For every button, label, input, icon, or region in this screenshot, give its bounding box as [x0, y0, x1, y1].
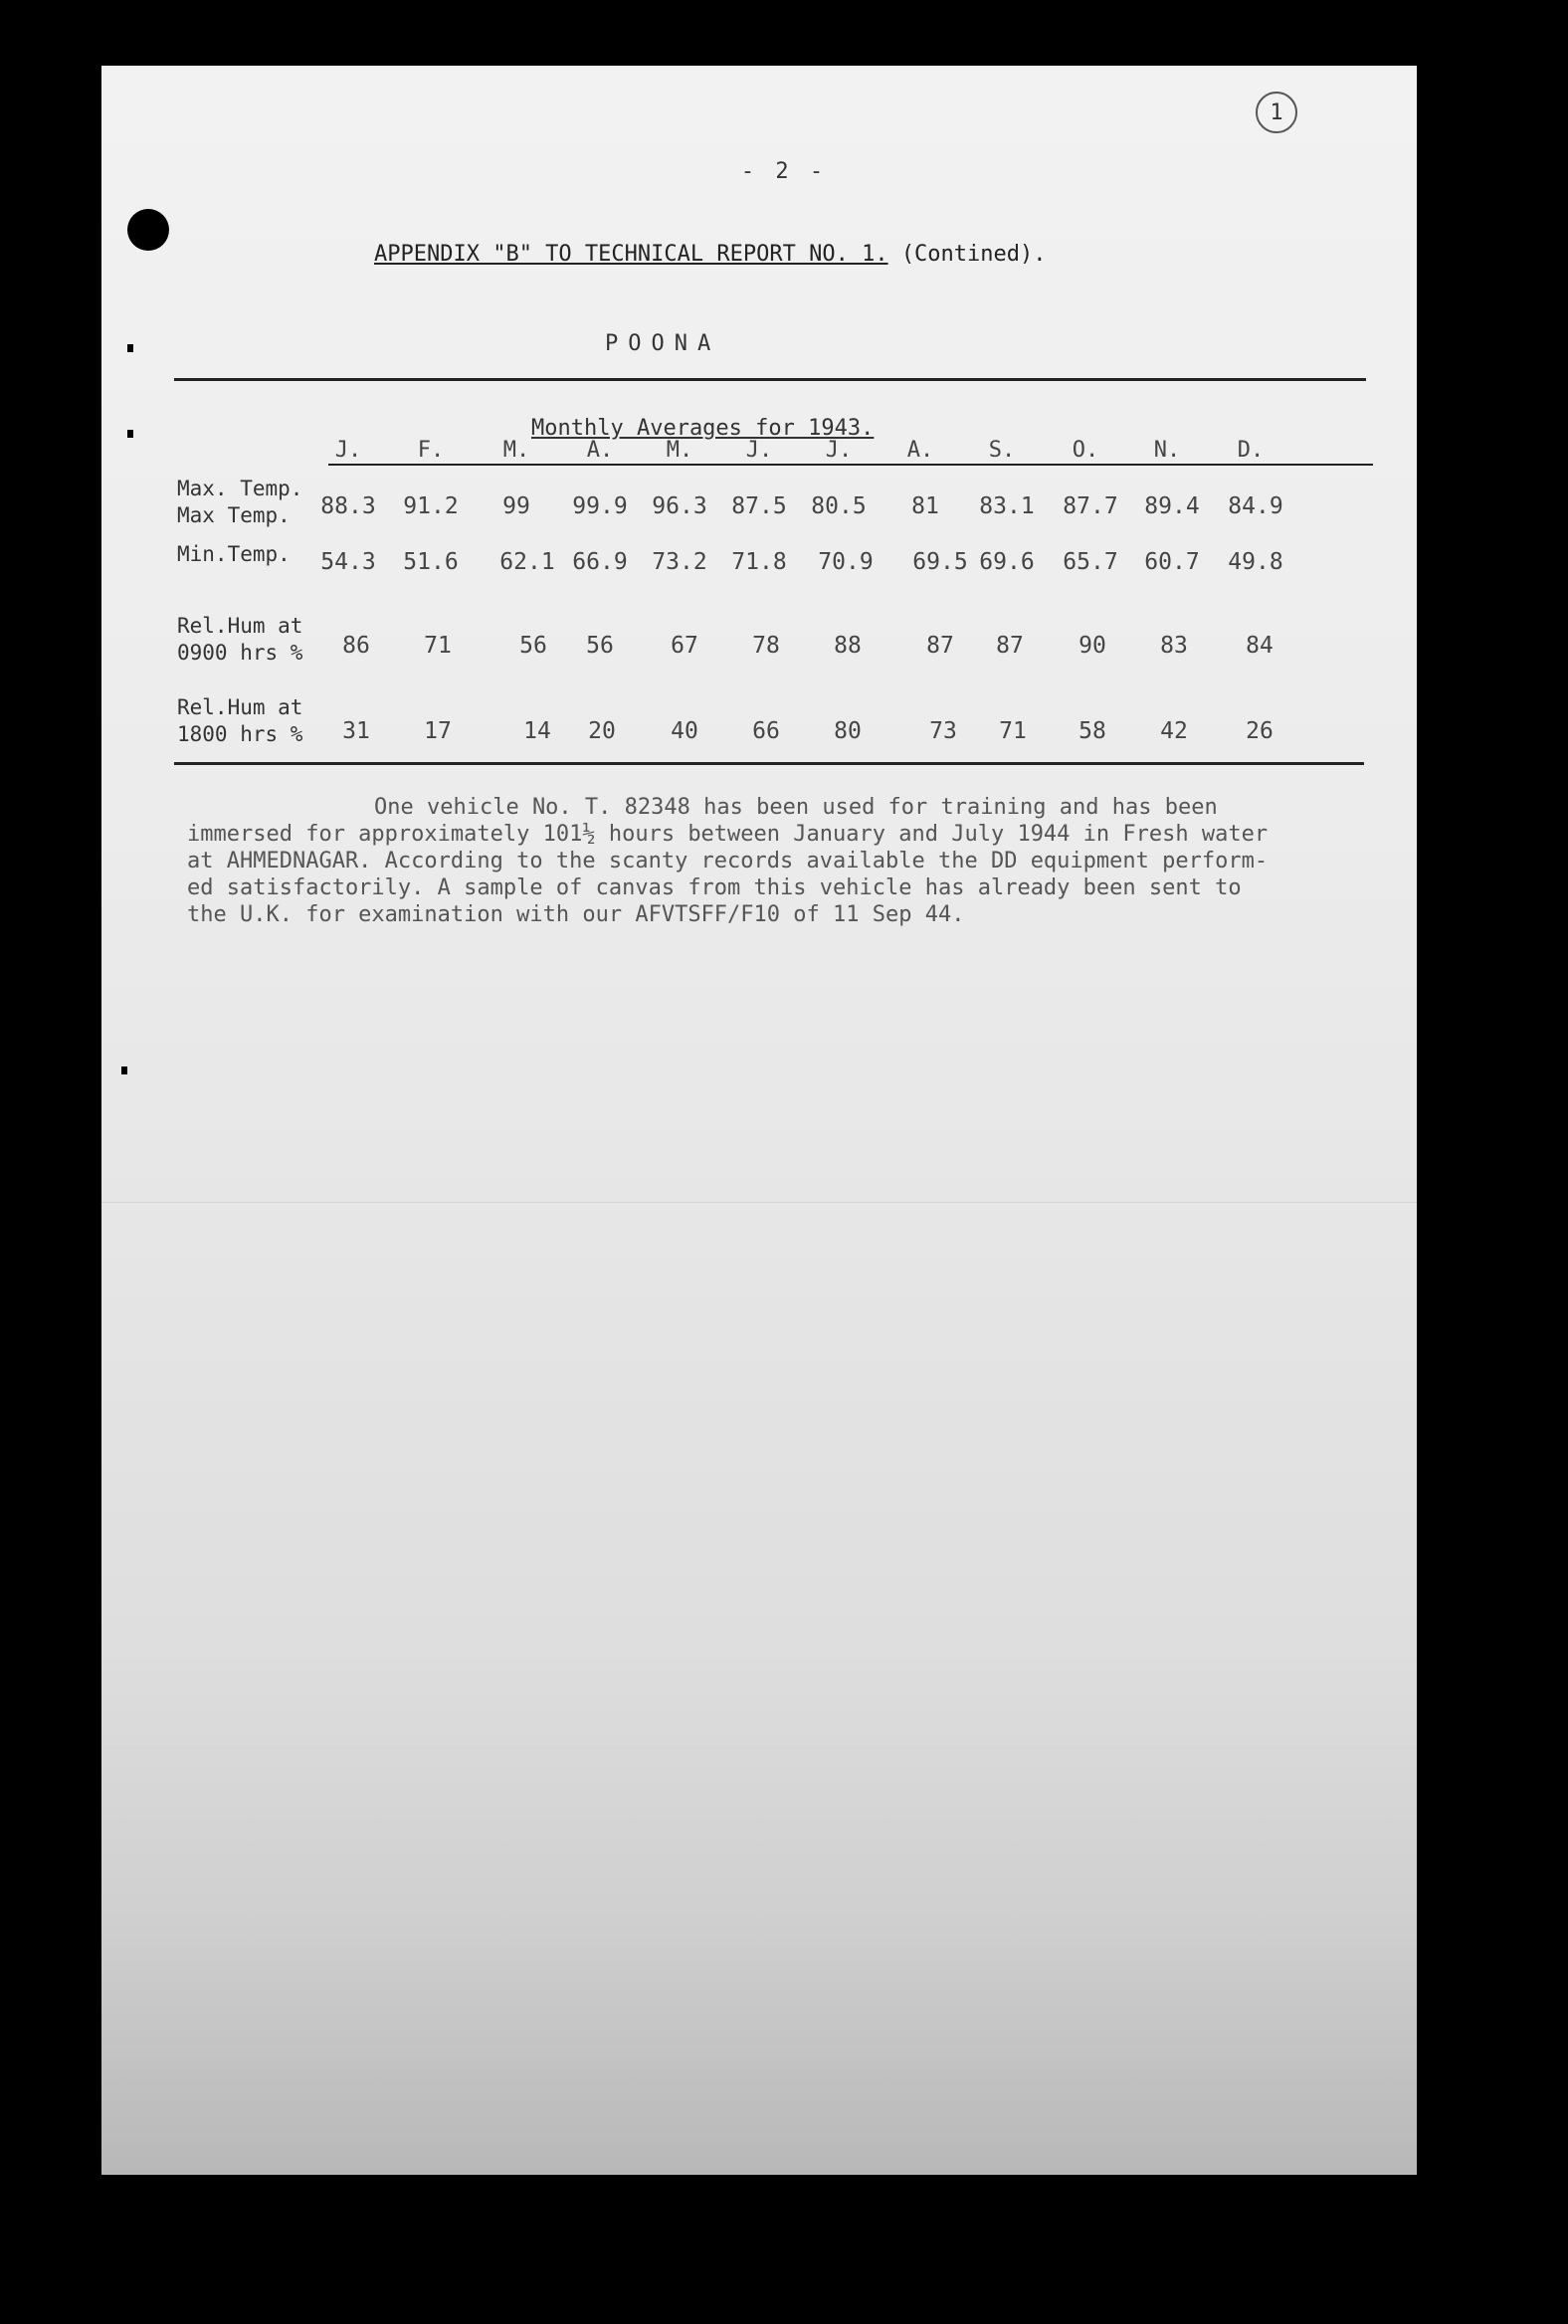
table-cell: 14 — [523, 718, 551, 744]
month-header: M. — [666, 438, 693, 463]
paragraph-line: the U.K. for examination with our AFVTSFF/F10 of 11 Sep 44. — [187, 902, 965, 927]
fold-line — [101, 1747, 1417, 1748]
table-cell: 87 — [926, 633, 954, 659]
table-cell: 60.7 — [1144, 549, 1200, 575]
row-label: Max. Temp. Max Temp. — [177, 477, 303, 527]
table-cell: 20 — [588, 718, 616, 744]
month-header: O. — [1072, 438, 1099, 463]
table-cell: 80.5 — [811, 493, 867, 519]
month-header: D. — [1237, 438, 1265, 463]
punch-hole — [127, 209, 169, 251]
table-cell: 84.9 — [1228, 493, 1283, 519]
month-header: A. — [906, 438, 934, 463]
month-header: N. — [1153, 438, 1181, 463]
table-cell: 17 — [424, 718, 452, 744]
table-cell: 73.2 — [652, 549, 707, 575]
table-cell: 87.7 — [1063, 493, 1118, 519]
table-cell: 71 — [424, 633, 452, 659]
page-number: - 2 - — [740, 159, 828, 184]
table-cell: 99.9 — [572, 493, 628, 519]
row-label: Rel.Hum at 1800 hrs % — [177, 695, 303, 746]
header-rule — [328, 464, 1373, 466]
table-cell: 96.3 — [652, 493, 707, 519]
table-cell: 42 — [1160, 718, 1188, 744]
row-label: Min.Temp. — [177, 542, 291, 566]
paragraph-line: One vehicle No. T. 82348 has been used for training and has been — [374, 795, 1218, 820]
table-cell: 80 — [834, 718, 862, 744]
document-heading — [374, 242, 1047, 267]
table-cell: 87.5 — [731, 493, 787, 519]
table-cell: 56 — [586, 633, 614, 659]
month-header: F. — [417, 438, 445, 463]
table-bottom-rule — [174, 762, 1364, 765]
month-header: J. — [334, 438, 362, 463]
month-header: J. — [745, 438, 773, 463]
table-cell: 62.1 — [499, 549, 555, 575]
table-cell: 31 — [342, 718, 370, 744]
table-cell: 70.9 — [818, 549, 874, 575]
month-header: M. — [502, 438, 530, 463]
table-cell: 40 — [671, 718, 698, 744]
edge-mark — [127, 344, 133, 352]
table-cell: 87 — [996, 633, 1024, 659]
paragraph-line: immersed for approximately 101½ hours between January and July 1944 in Fresh water — [187, 822, 1269, 847]
table-cell: 65.7 — [1063, 549, 1118, 575]
month-header: A. — [586, 438, 614, 463]
table-cell: 51.6 — [403, 549, 459, 575]
table-cell: 73 — [929, 718, 957, 744]
table-cell: 99 — [502, 493, 530, 519]
table-cell: 91.2 — [403, 493, 459, 519]
table-cell: 66.9 — [572, 549, 628, 575]
document-page — [101, 66, 1417, 2175]
table-cell: 58 — [1078, 718, 1106, 744]
row-label: Rel.Hum at 0900 hrs % — [177, 614, 303, 665]
table-cell: 54.3 — [320, 549, 376, 575]
table-cell: 69.5 — [912, 549, 968, 575]
table-cell: 71 — [999, 718, 1027, 744]
table-cell: 90 — [1078, 633, 1106, 659]
heading-title: APPENDIX "B" TO TECHNICAL REPORT NO. 1. — [374, 242, 888, 267]
body-paragraph — [187, 794, 1311, 928]
month-header: S. — [988, 438, 1016, 463]
table-cell: 86 — [342, 633, 370, 659]
heading-suffix: (Contined). — [900, 242, 1047, 267]
table-caption: Monthly Averages for 1943. — [531, 416, 875, 441]
table-cell: 78 — [752, 633, 780, 659]
corner-mark: 1 — [1256, 92, 1297, 133]
table-cell: 84 — [1246, 633, 1274, 659]
table-cell: 66 — [752, 718, 780, 744]
table-cell: 81 — [911, 493, 939, 519]
table-top-rule — [174, 378, 1366, 381]
table-cell: 26 — [1246, 718, 1274, 744]
paragraph-line: ed satisfactorily. A sample of canvas from this vehicle has already been sent to — [187, 875, 1242, 900]
place-name: POONA — [605, 331, 721, 356]
table-cell: 88.3 — [320, 493, 376, 519]
table-cell: 69.6 — [979, 549, 1035, 575]
table-cell: 49.8 — [1228, 549, 1283, 575]
edge-mark — [121, 1066, 127, 1074]
table-cell: 88 — [834, 633, 862, 659]
edge-mark — [127, 430, 133, 438]
paragraph-line: at AHMEDNAGAR. According to the scanty records available the DD equipment perform- — [187, 849, 1269, 873]
table-cell: 83 — [1160, 633, 1188, 659]
table-cell: 71.8 — [731, 549, 787, 575]
table-cell: 89.4 — [1144, 493, 1200, 519]
table-cell: 83.1 — [979, 493, 1035, 519]
month-header: J. — [825, 438, 853, 463]
table-cell: 56 — [519, 633, 547, 659]
table-cell: 67 — [671, 633, 698, 659]
fold-line — [101, 1202, 1417, 1203]
